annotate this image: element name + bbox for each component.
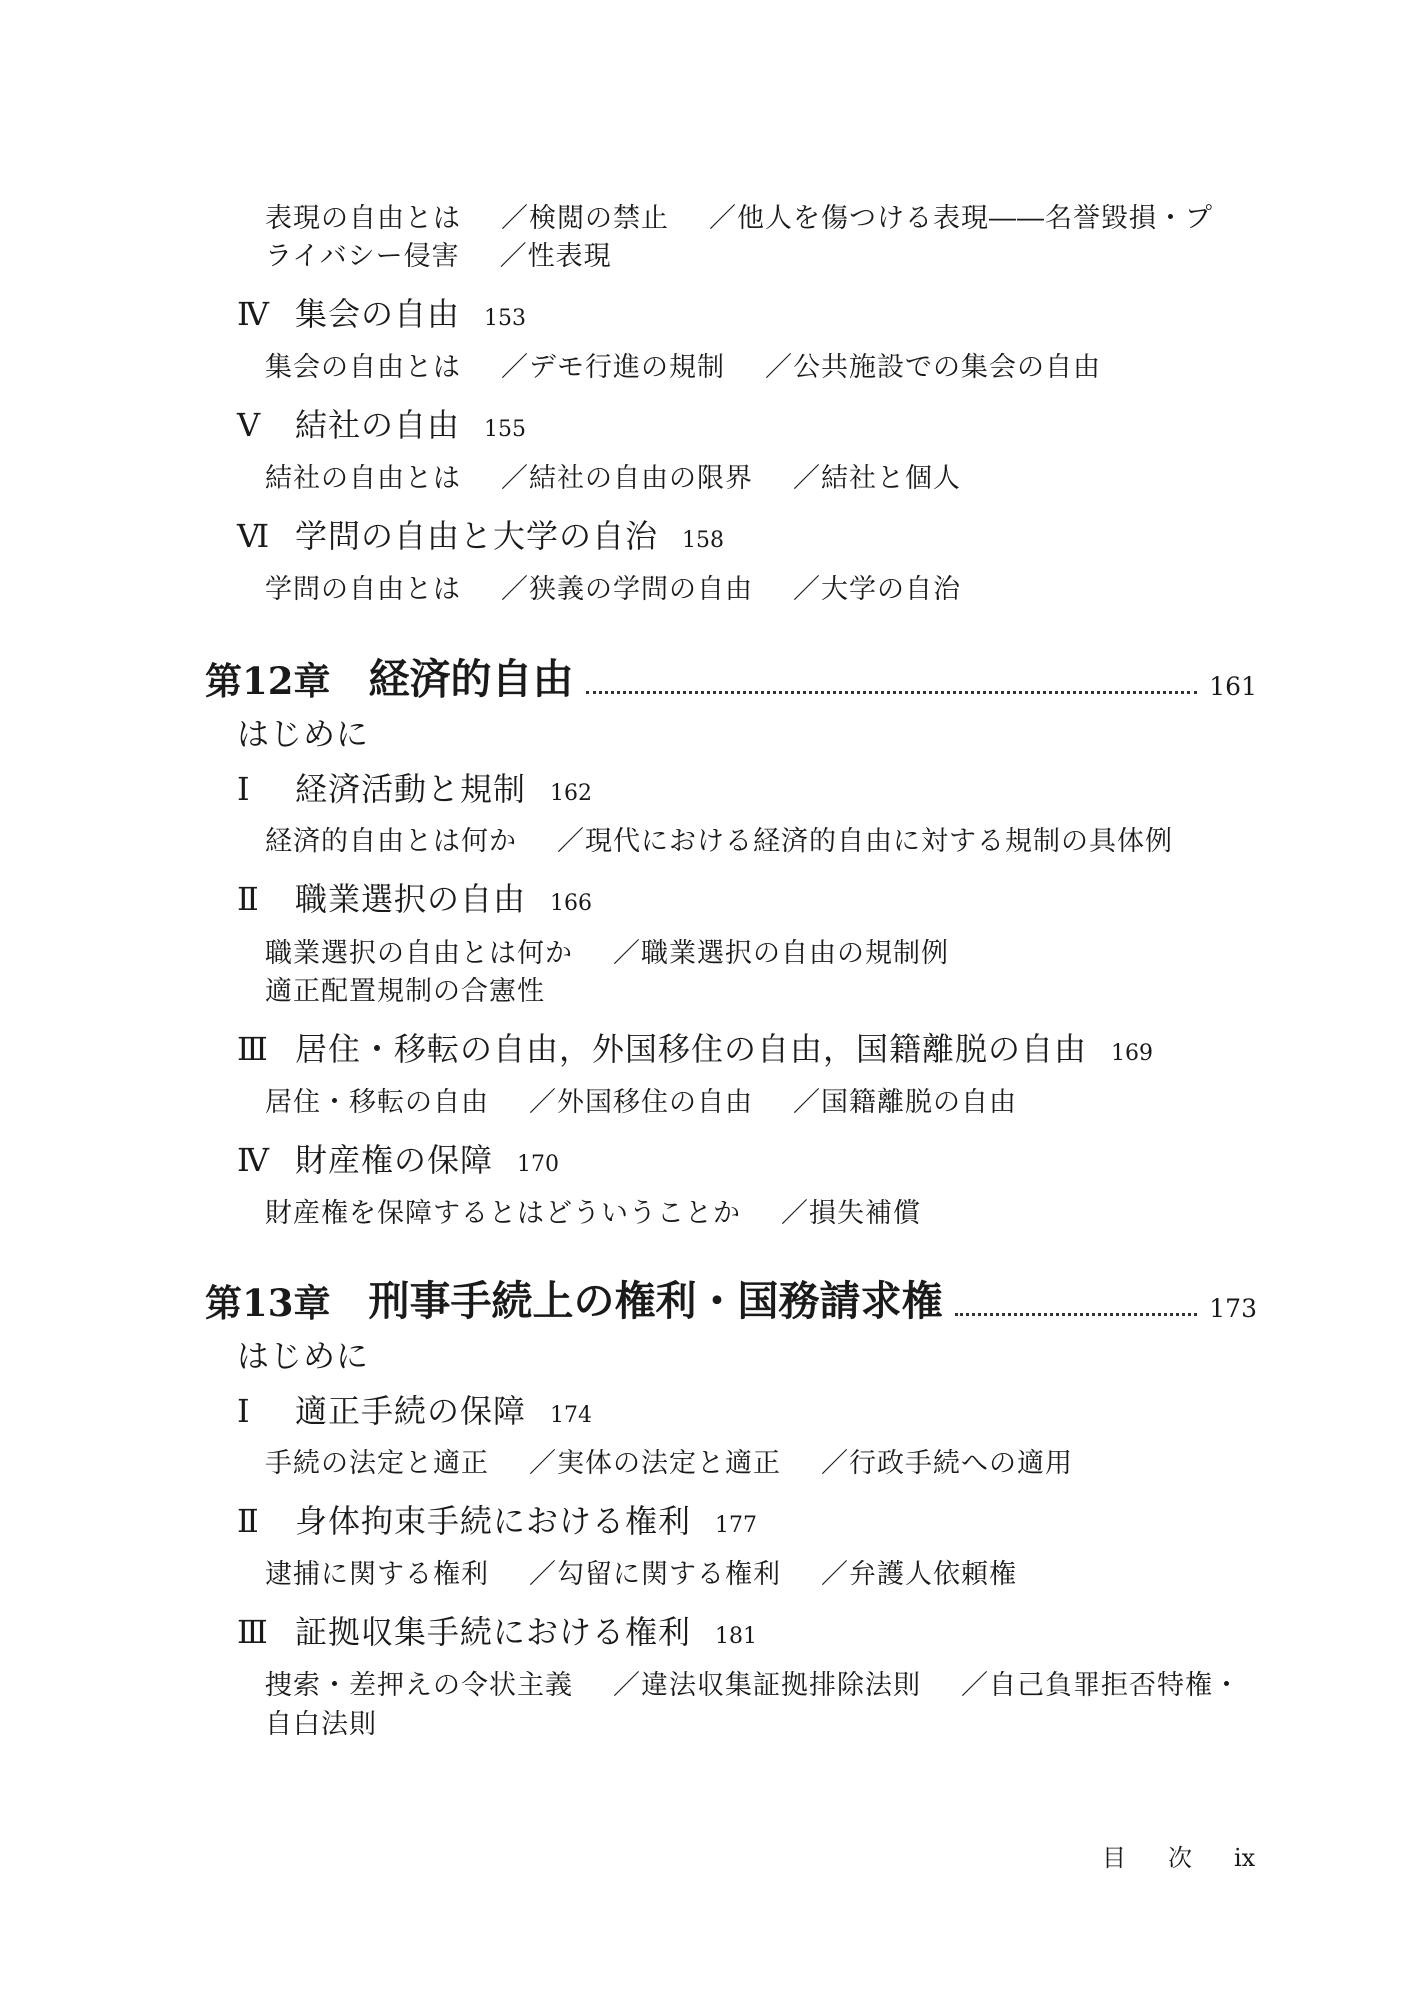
topic: ／現代における経済的自由に対する規制の具体例 (557, 826, 1173, 857)
topic: ／デモ行進の規制 (501, 352, 725, 383)
section-title: 学問の自由と大学の自治 (295, 517, 659, 555)
section-heading (237, 1613, 758, 1651)
topic: ／損失補償 (781, 1198, 921, 1229)
section-title: 身体拘束手続における権利 (295, 1502, 692, 1540)
section-title: 居住・移転の自由，外国移住の自由，国籍離脱の自由 (295, 1030, 1088, 1068)
topic: ／性表現 (499, 241, 612, 272)
chapter-title: 経済的自由 (368, 655, 574, 703)
topic: 集会の自由とは (265, 352, 461, 383)
topic: ／行政手続への適用 (821, 1448, 1073, 1479)
page-number: 170 (517, 1152, 560, 1177)
topic-line (265, 1089, 1017, 1116)
folio-page-number: ix (1234, 1844, 1256, 1872)
topic-line (265, 1672, 1241, 1699)
topic: 自白法則 (265, 1709, 377, 1740)
topic: 手続の法定と適正 (265, 1448, 489, 1479)
section-number: Ⅳ (237, 1141, 270, 1179)
topic: ／違法収集証拠排除法則 (613, 1670, 921, 1701)
topic-line (265, 243, 612, 270)
topic: 適正配置規制の合憲性 (265, 976, 545, 1007)
topic: ／職業選択の自由の規制例 (613, 938, 949, 969)
page-number: 161 (1209, 672, 1257, 701)
page-number: 181 (715, 1624, 758, 1649)
topic-line (265, 1450, 1073, 1477)
section-title: 職業選択の自由 (295, 880, 527, 918)
topic-line (265, 1561, 1017, 1588)
chapter-heading (205, 646, 1257, 705)
section-heading (237, 406, 527, 444)
running-footer-label: 次 (1168, 1844, 1192, 1872)
page-number: 173 (1209, 1294, 1257, 1323)
page-number: 169 (1111, 1041, 1154, 1066)
page-number: 153 (484, 306, 527, 331)
intro-heading: はじめに (237, 1337, 370, 1375)
topic-line (265, 465, 961, 492)
topic-line (265, 940, 949, 967)
section-number: Ⅴ (237, 406, 262, 444)
topic-line (265, 205, 1213, 232)
section-number: Ⅲ (237, 1613, 269, 1651)
section-heading (237, 1502, 758, 1540)
topic: ／勾留に関する権利 (529, 1559, 781, 1590)
dot-leader (586, 691, 1198, 694)
section-number: Ⅰ (237, 770, 251, 808)
page-number: 162 (550, 781, 593, 806)
topic: ／結社と個人 (793, 463, 961, 494)
section-heading (237, 880, 593, 918)
topic-line (265, 978, 545, 1005)
section-title: 集会の自由 (295, 295, 461, 333)
section-title: 証拠収集手続における権利 (295, 1613, 692, 1651)
topic: 居住・移転の自由 (265, 1087, 489, 1118)
topic: 経済的自由とは何か (265, 826, 517, 857)
chapter-number: 第12章 (205, 659, 331, 703)
section-title: 財産権の保障 (295, 1141, 494, 1179)
chapter-number: 第13章 (205, 1281, 331, 1325)
section-title: 経済活動と規制 (295, 770, 527, 808)
running-footer-label: 目 (1102, 1844, 1126, 1872)
intro-heading: はじめに (237, 715, 370, 753)
section-number: Ⅱ (237, 880, 260, 918)
chapter-heading (205, 1268, 1257, 1327)
topic: ／結社の自由の限界 (501, 463, 753, 494)
section-title: 適正手続の保障 (295, 1392, 527, 1430)
section-number: Ⅳ (237, 295, 270, 333)
page-number: 155 (484, 417, 527, 442)
topic: ／検閲の禁止 (501, 203, 669, 234)
topic: 捜索・差押えの令状主義 (265, 1670, 573, 1701)
topic: 表現の自由とは (265, 203, 461, 234)
topic: 学問の自由とは (265, 574, 461, 605)
topic: ／外国移住の自由 (529, 1087, 753, 1118)
section-heading (237, 1141, 560, 1179)
topic: ライバシー侵害 (265, 241, 460, 272)
topic-line (265, 1200, 921, 1227)
section-heading (237, 517, 725, 555)
topic: ／弁護人依頼権 (821, 1559, 1017, 1590)
topic-line (265, 1711, 377, 1738)
topic: ／狭義の学問の自由 (501, 574, 753, 605)
topic: ／大学の自治 (793, 574, 961, 605)
section-title: 結社の自由 (295, 406, 461, 444)
section-heading (237, 1030, 1154, 1068)
page-number: 166 (550, 891, 593, 916)
topic: 結社の自由とは (265, 463, 461, 494)
section-number: Ⅲ (237, 1030, 269, 1068)
topic: ／他人を傷つける表現――名誉毀損・プ (709, 203, 1213, 234)
dot-leader (955, 1313, 1198, 1316)
topic: ／国籍離脱の自由 (793, 1087, 1017, 1118)
topic-line (265, 576, 961, 603)
page-number: 158 (682, 528, 725, 553)
topic: 逮捕に関する権利 (265, 1559, 489, 1590)
chapter-title: 刑事手続上の権利・国務請求権 (368, 1277, 943, 1325)
section-number: Ⅵ (237, 517, 271, 555)
topic-line (265, 354, 1101, 381)
section-number: Ⅱ (237, 1502, 260, 1540)
topic: ／実体の法定と適正 (529, 1448, 781, 1479)
section-number: Ⅰ (237, 1392, 251, 1430)
topic: ／自己負罪拒否特権・ (961, 1670, 1241, 1701)
topic: ／公共施設での集会の自由 (765, 352, 1101, 383)
page-number: 177 (715, 1513, 758, 1538)
page-number: 174 (550, 1403, 593, 1428)
topic-line (265, 828, 1173, 855)
section-heading (237, 770, 593, 808)
topic: 職業選択の自由とは何か (265, 938, 573, 969)
section-heading (237, 295, 527, 333)
topic: 財産権を保障するとはどういうことか (265, 1198, 741, 1229)
section-heading (237, 1392, 593, 1430)
